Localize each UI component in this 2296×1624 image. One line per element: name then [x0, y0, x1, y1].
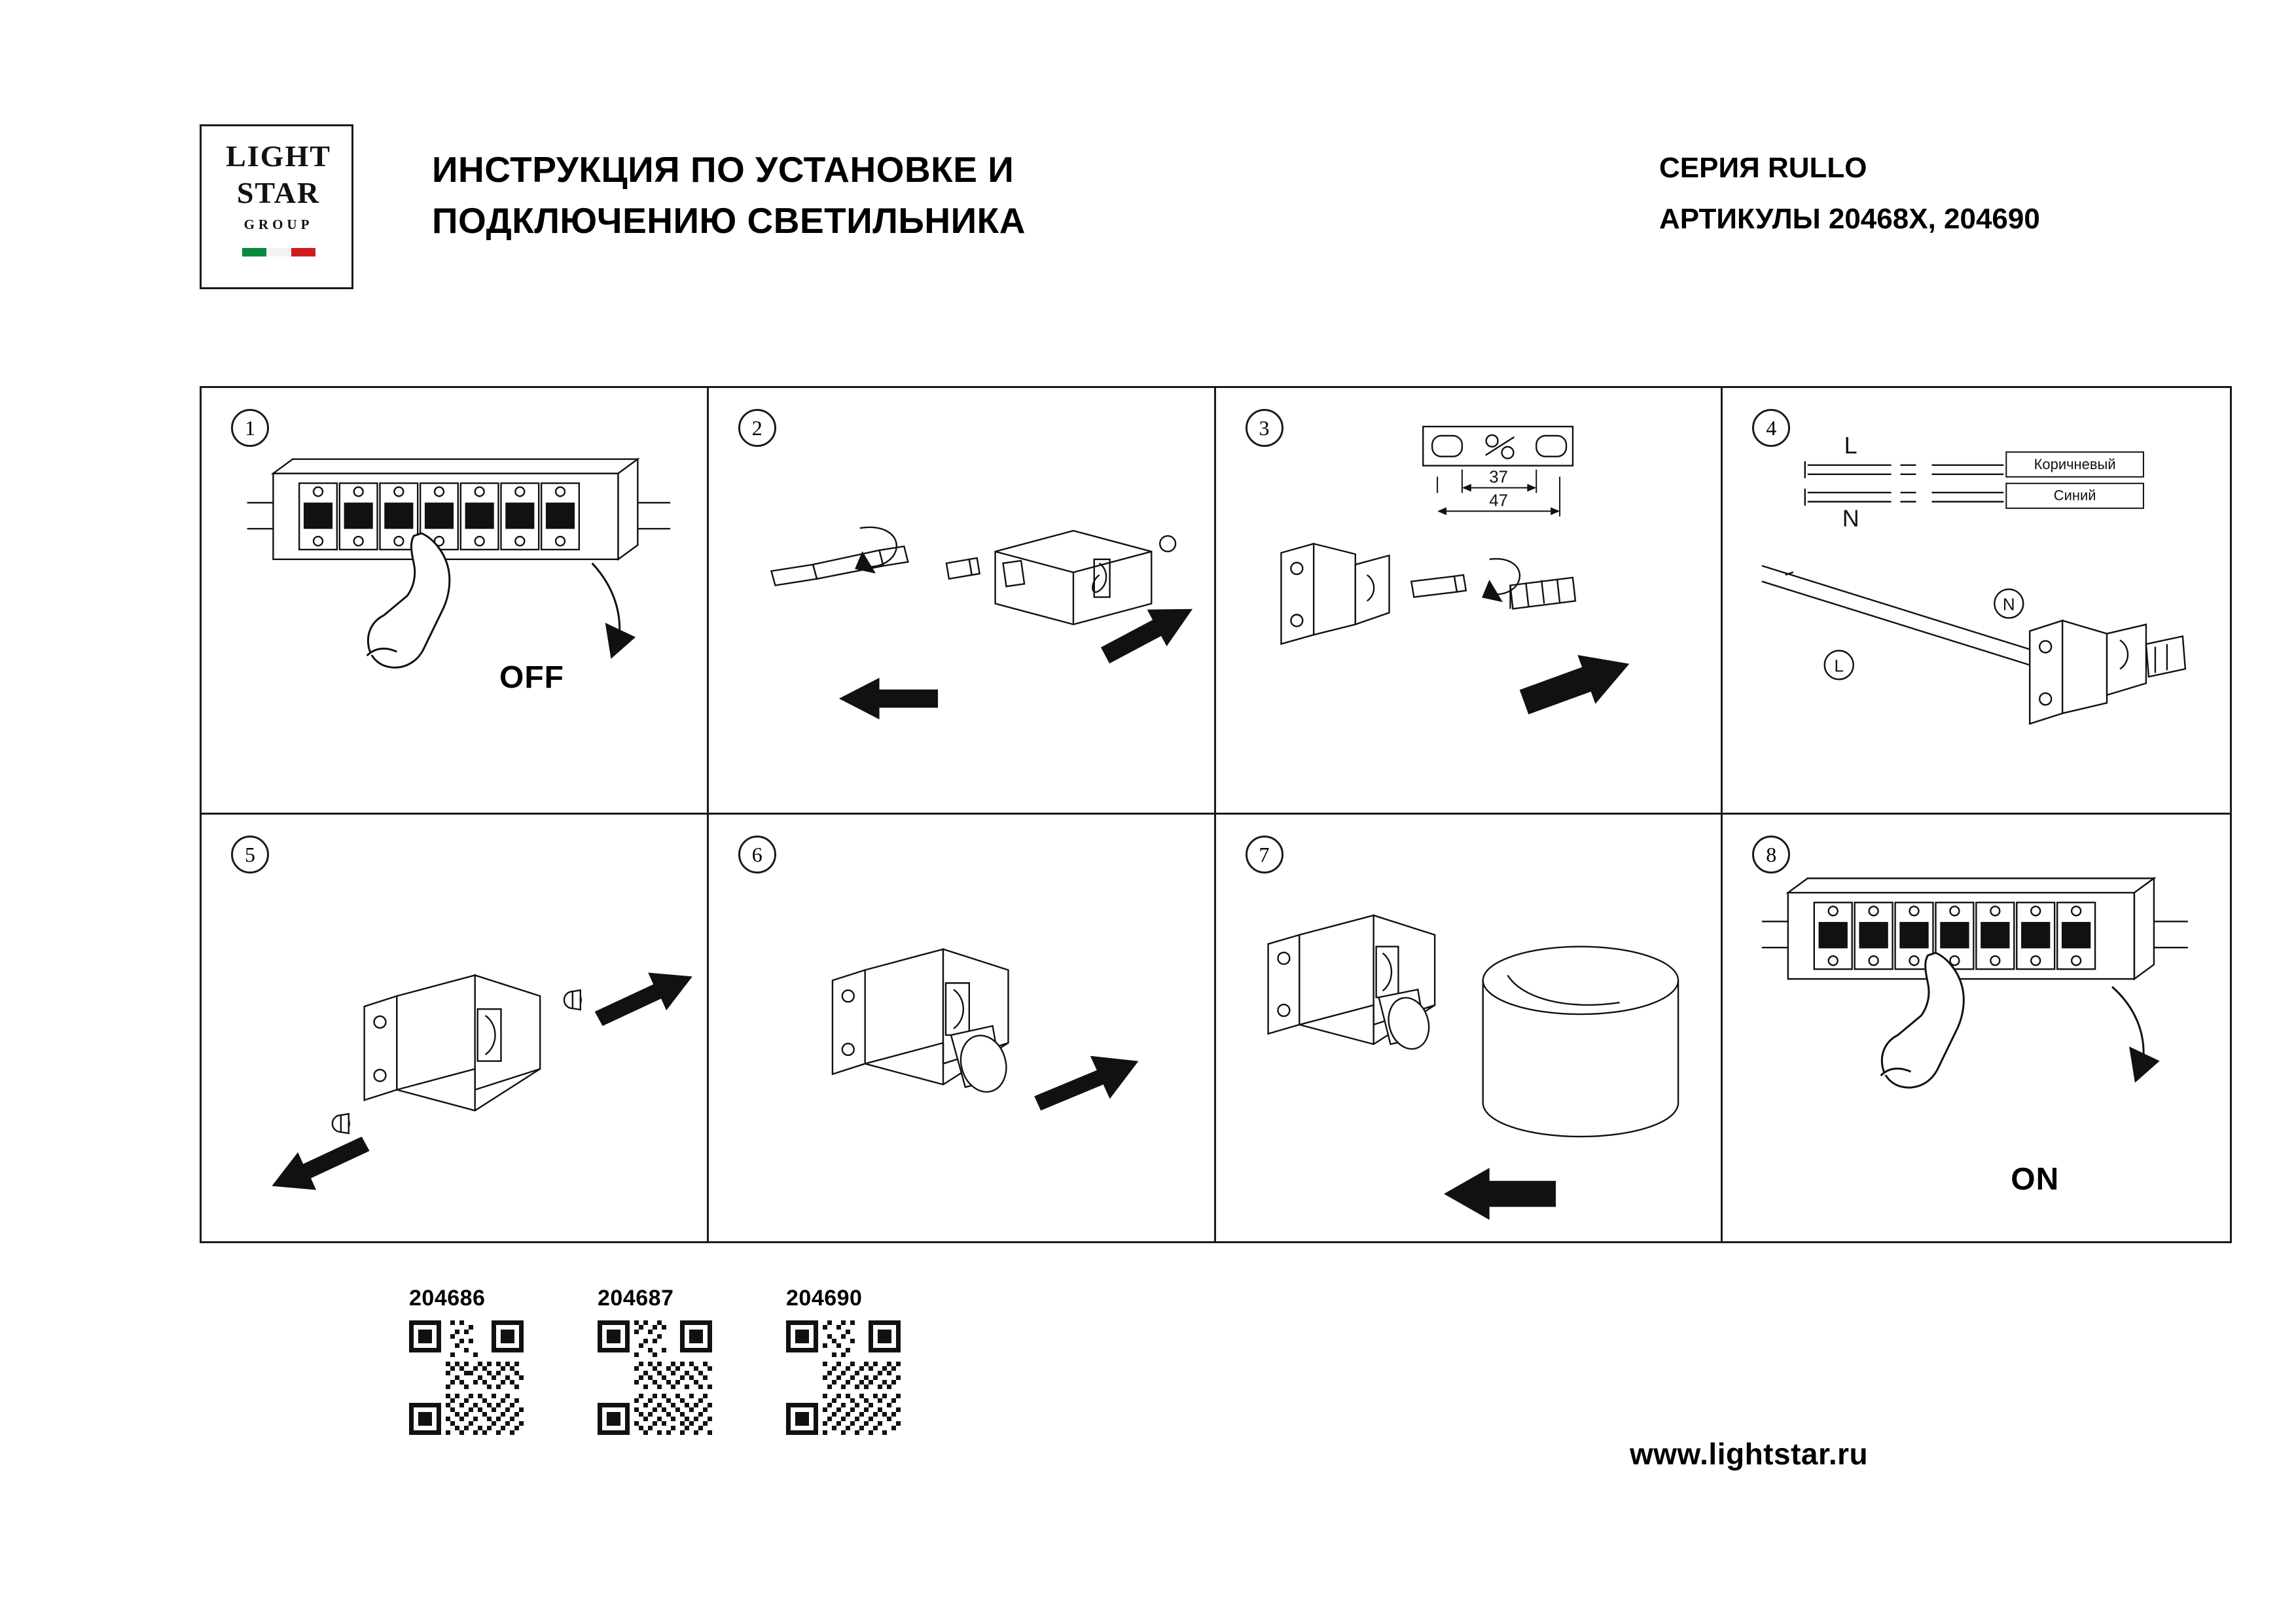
step-cell-4 — [1723, 388, 2230, 815]
step-cell-3 — [1216, 388, 1723, 815]
brand-logo — [200, 124, 353, 289]
step-5-illustration — [202, 815, 707, 1241]
step-8-illustration — [1723, 815, 2230, 1241]
website-url[interactable]: www.lightstar.ru — [1630, 1437, 1869, 1471]
step-cell-8 — [1723, 815, 2230, 1241]
step-number-badge: 1 — [231, 409, 269, 447]
step-cell-7 — [1216, 815, 1723, 1241]
step-1-illustration — [202, 388, 707, 813]
step-cell-5 — [202, 815, 709, 1241]
step-number-badge: 4 — [1752, 409, 1790, 447]
page-title-line-1: ИНСТРУКЦИЯ ПО УСТАНОВКЕ И — [432, 149, 1014, 190]
logo-line-2: STAR — [236, 176, 321, 209]
step-number-badge: 8 — [1752, 836, 1790, 874]
step-3-illustration — [1216, 388, 1721, 813]
terminal-label-l: L — [1834, 657, 1844, 676]
step-number-badge: 2 — [738, 409, 776, 447]
qr-code-list — [409, 1286, 904, 1438]
qr-article-label: 204687 — [598, 1286, 674, 1311]
wire-label-l: L — [1844, 431, 1857, 459]
qr-article-label: 204690 — [786, 1286, 863, 1311]
qr-code-204687[interactable] — [598, 1320, 712, 1435]
wire-label-n: N — [1842, 504, 1859, 532]
step-number-badge: 3 — [1246, 409, 1283, 447]
step-7-illustration — [1216, 815, 1721, 1241]
qr-code-item[interactable] — [409, 1286, 527, 1438]
page-title — [432, 144, 1283, 246]
product-info — [1659, 148, 2196, 239]
step-6-illustration — [709, 815, 1214, 1241]
dimension-47: 47 — [1488, 491, 1508, 510]
logo-line-3: GROUP — [243, 217, 314, 232]
qr-article-label: 204686 — [409, 1286, 486, 1311]
step-cell-1 — [202, 388, 709, 815]
qr-code-item[interactable] — [786, 1286, 904, 1438]
step-number-badge: 7 — [1246, 836, 1283, 874]
step-cell-2 — [709, 388, 1216, 815]
step-8-state-label: ON — [2011, 1162, 2060, 1197]
italian-flag-icon — [242, 248, 315, 256]
qr-code-204686[interactable] — [409, 1320, 524, 1435]
step-cell-6 — [709, 815, 1216, 1241]
dimension-37: 37 — [1488, 468, 1508, 487]
wire-label-brown: Коричневый — [2034, 455, 2116, 472]
instruction-steps-grid — [200, 386, 2232, 1243]
step-4-illustration — [1723, 388, 2230, 813]
step-1-state-label: OFF — [499, 660, 564, 695]
step-number-badge: 5 — [231, 836, 269, 874]
product-articles: АРТИКУЛЫ 20468X, 204690 — [1659, 203, 2040, 235]
terminal-label-n: N — [2003, 595, 2015, 614]
step-2-illustration — [709, 388, 1214, 813]
logo-line-1: LIGHT — [226, 139, 331, 173]
qr-code-item[interactable] — [598, 1286, 715, 1438]
qr-code-204690[interactable] — [786, 1320, 901, 1435]
wire-label-blue: Синий — [2053, 487, 2096, 504]
page-footer — [200, 1269, 2232, 1544]
step-number-badge: 6 — [738, 836, 776, 874]
page-header — [200, 124, 2098, 301]
product-series: СЕРИЯ RULLO — [1659, 152, 1867, 184]
page-title-line-2: ПОДКЛЮЧЕНИЮ СВЕТИЛЬНИКА — [432, 200, 1026, 241]
